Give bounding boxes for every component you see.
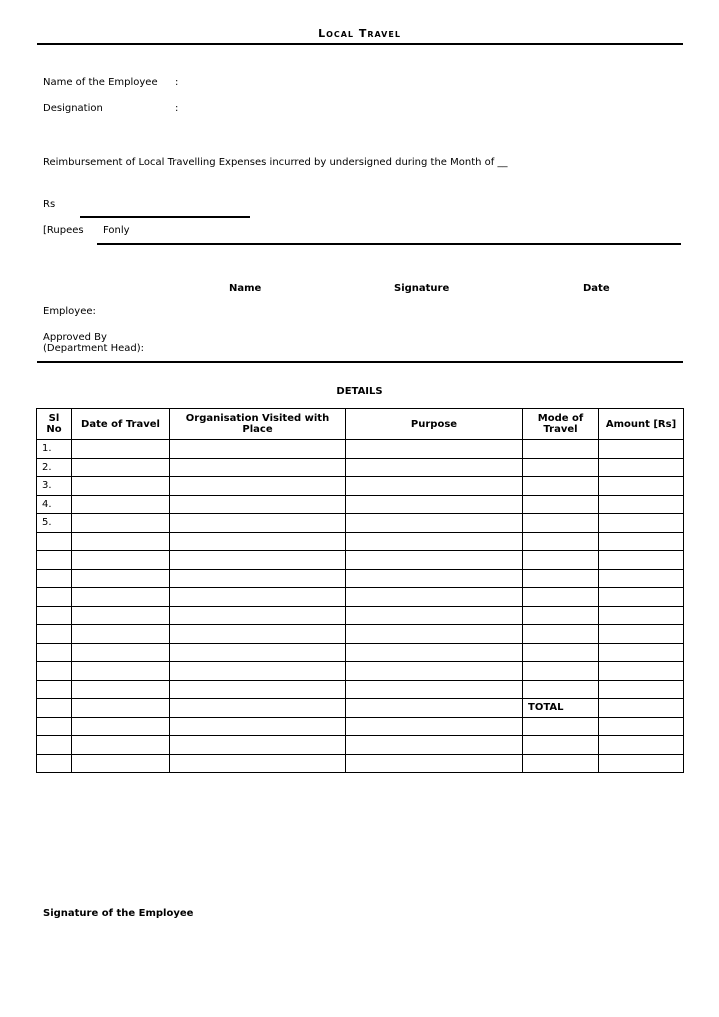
entry-cell[interactable] xyxy=(599,625,684,644)
row-number-cell xyxy=(37,588,72,607)
entry-cell[interactable] xyxy=(170,477,346,496)
entry-cell[interactable] xyxy=(170,458,346,477)
row-number-cell xyxy=(37,551,72,570)
rs-label: Rs xyxy=(43,199,56,210)
signoff-employee-label: Employee: xyxy=(43,306,96,317)
details-header-row xyxy=(37,409,684,440)
entry-cell[interactable] xyxy=(72,551,170,570)
header-amount: Amount [Rs] xyxy=(599,409,684,440)
entry-cell[interactable] xyxy=(72,606,170,625)
table-row xyxy=(37,625,684,644)
entry-cell[interactable] xyxy=(346,514,523,533)
entry-cell[interactable] xyxy=(346,699,523,718)
row-number-cell: 4. xyxy=(37,495,72,514)
row-number-cell xyxy=(37,569,72,588)
entry-cell[interactable] xyxy=(599,643,684,662)
header-purpose: Purpose xyxy=(346,409,523,440)
table-row xyxy=(37,699,684,718)
entry-cell[interactable] xyxy=(523,514,599,533)
entry-cell[interactable] xyxy=(523,495,599,514)
entry-cell[interactable] xyxy=(170,551,346,570)
table-row xyxy=(37,514,684,533)
row-number-cell xyxy=(37,736,72,755)
table-row xyxy=(37,643,684,662)
entry-cell[interactable] xyxy=(346,440,523,459)
row-number-cell: 1. xyxy=(37,440,72,459)
row-number-cell: 3. xyxy=(37,477,72,496)
entry-cell[interactable] xyxy=(523,440,599,459)
entry-cell[interactable] xyxy=(72,458,170,477)
table-row xyxy=(37,606,684,625)
entry-cell[interactable] xyxy=(170,569,346,588)
entry-cell[interactable] xyxy=(170,514,346,533)
total-label: TOTAL xyxy=(523,699,599,718)
header-date-of-travel: Date of Travel xyxy=(72,409,170,440)
entry-cell[interactable] xyxy=(72,736,170,755)
employee-name-colon: : xyxy=(175,77,179,88)
entry-cell[interactable] xyxy=(523,680,599,699)
reimbursement-statement: Reimbursement of Local Travelling Expenses incurred by undersigned during the Month of __ xyxy=(43,157,508,168)
page-title: Local Travel xyxy=(318,27,401,40)
row-number-cell: 5. xyxy=(37,514,72,533)
entry-cell[interactable] xyxy=(599,458,684,477)
signoff-approved-label: Approved By xyxy=(43,332,107,343)
rupees-words-line xyxy=(97,243,681,245)
header-mode-of-travel: Mode of Travel xyxy=(523,409,599,440)
entry-cell[interactable] xyxy=(523,458,599,477)
entry-cell[interactable] xyxy=(170,717,346,736)
entry-cell[interactable] xyxy=(599,606,684,625)
entry-cell[interactable] xyxy=(170,495,346,514)
entry-cell[interactable] xyxy=(599,680,684,699)
entry-cell[interactable] xyxy=(170,588,346,607)
table-row xyxy=(37,551,684,570)
row-number-cell xyxy=(37,680,72,699)
entry-cell[interactable] xyxy=(72,754,170,773)
entry-cell[interactable] xyxy=(599,514,684,533)
entry-cell[interactable] xyxy=(599,754,684,773)
entry-cell[interactable] xyxy=(599,662,684,681)
entry-cell[interactable] xyxy=(599,717,684,736)
entry-cell[interactable] xyxy=(523,717,599,736)
rupees-value: Fonly xyxy=(103,225,130,236)
entry-cell[interactable] xyxy=(599,477,684,496)
entry-cell[interactable] xyxy=(599,699,684,718)
table-row xyxy=(37,569,684,588)
entry-cell[interactable] xyxy=(346,643,523,662)
table-row xyxy=(37,680,684,699)
table-row xyxy=(37,458,684,477)
table-row xyxy=(37,662,684,681)
row-number-cell xyxy=(37,754,72,773)
table-row xyxy=(37,717,684,736)
entry-cell[interactable] xyxy=(346,717,523,736)
entry-cell[interactable] xyxy=(72,440,170,459)
entry-cell[interactable] xyxy=(170,606,346,625)
signoff-name-header: Name xyxy=(229,283,262,294)
entry-cell[interactable] xyxy=(170,643,346,662)
entry-cell[interactable] xyxy=(72,625,170,644)
entry-cell[interactable] xyxy=(599,551,684,570)
entry-cell[interactable] xyxy=(523,606,599,625)
entry-cell[interactable] xyxy=(170,440,346,459)
entry-cell[interactable] xyxy=(346,458,523,477)
entry-cell[interactable] xyxy=(72,699,170,718)
entry-cell[interactable] xyxy=(523,736,599,755)
entry-cell[interactable] xyxy=(523,569,599,588)
entry-cell[interactable] xyxy=(599,588,684,607)
entry-cell[interactable] xyxy=(170,532,346,551)
row-number-cell xyxy=(37,717,72,736)
entry-cell[interactable] xyxy=(170,625,346,644)
header-sl-no: Sl No xyxy=(37,409,72,440)
entry-cell[interactable] xyxy=(523,477,599,496)
entry-cell[interactable] xyxy=(72,662,170,681)
entry-cell[interactable] xyxy=(72,643,170,662)
entry-cell[interactable] xyxy=(170,699,346,718)
designation-colon: : xyxy=(175,103,179,114)
table-row xyxy=(37,440,684,459)
entry-cell[interactable] xyxy=(523,643,599,662)
entry-cell[interactable] xyxy=(523,754,599,773)
entry-cell[interactable] xyxy=(523,551,599,570)
entry-cell[interactable] xyxy=(72,477,170,496)
entry-cell[interactable] xyxy=(346,680,523,699)
employee-name-label: Name of the Employee xyxy=(43,77,158,88)
row-number-cell xyxy=(37,625,72,644)
entry-cell[interactable] xyxy=(523,662,599,681)
signoff-department-head-label: (Department Head): xyxy=(43,343,145,354)
entry-cell[interactable] xyxy=(170,754,346,773)
entry-cell[interactable] xyxy=(72,532,170,551)
entry-cell[interactable] xyxy=(523,625,599,644)
signoff-signature-header: Signature xyxy=(394,283,450,294)
designation-label: Designation xyxy=(43,103,103,114)
header-organisation: Organisation Visited with Place xyxy=(170,409,346,440)
entry-cell[interactable] xyxy=(72,569,170,588)
entry-cell[interactable] xyxy=(599,440,684,459)
row-number-cell: 2. xyxy=(37,458,72,477)
entry-cell[interactable] xyxy=(599,532,684,551)
entry-cell[interactable] xyxy=(346,532,523,551)
entry-cell[interactable] xyxy=(523,532,599,551)
entry-cell[interactable] xyxy=(599,736,684,755)
row-number-cell xyxy=(37,662,72,681)
entry-cell[interactable] xyxy=(170,736,346,755)
entry-cell[interactable] xyxy=(346,754,523,773)
rs-amount-line xyxy=(80,216,250,218)
entry-cell[interactable] xyxy=(170,680,346,699)
entry-cell[interactable] xyxy=(346,588,523,607)
entry-cell[interactable] xyxy=(72,717,170,736)
entry-cell[interactable] xyxy=(346,606,523,625)
entry-cell[interactable] xyxy=(523,588,599,607)
entry-cell[interactable] xyxy=(346,551,523,570)
table-row xyxy=(37,754,684,773)
signoff-date-header: Date xyxy=(583,283,610,294)
signoff-divider xyxy=(37,361,683,363)
title-underline xyxy=(37,43,683,45)
table-row xyxy=(37,495,684,514)
entry-cell[interactable] xyxy=(72,680,170,699)
table-row xyxy=(37,736,684,755)
details-heading: DETAILS xyxy=(336,386,383,397)
entry-cell[interactable] xyxy=(346,662,523,681)
entry-cell[interactable] xyxy=(346,495,523,514)
entry-cell[interactable] xyxy=(346,736,523,755)
entry-cell[interactable] xyxy=(72,514,170,533)
entry-cell[interactable] xyxy=(170,662,346,681)
table-row xyxy=(37,477,684,496)
entry-cell[interactable] xyxy=(346,625,523,644)
details-table xyxy=(36,408,684,773)
row-number-cell xyxy=(37,532,72,551)
entry-cell[interactable] xyxy=(599,569,684,588)
rupees-label: [Rupees xyxy=(43,225,84,236)
table-row xyxy=(37,532,684,551)
entry-cell[interactable] xyxy=(346,477,523,496)
employee-signature-label: Signature of the Employee xyxy=(43,908,194,919)
table-row xyxy=(37,588,684,607)
entry-cell[interactable] xyxy=(72,495,170,514)
entry-cell[interactable] xyxy=(599,495,684,514)
row-number-cell xyxy=(37,699,72,718)
entry-cell[interactable] xyxy=(346,569,523,588)
row-number-cell xyxy=(37,606,72,625)
entry-cell[interactable] xyxy=(72,588,170,607)
row-number-cell xyxy=(37,643,72,662)
